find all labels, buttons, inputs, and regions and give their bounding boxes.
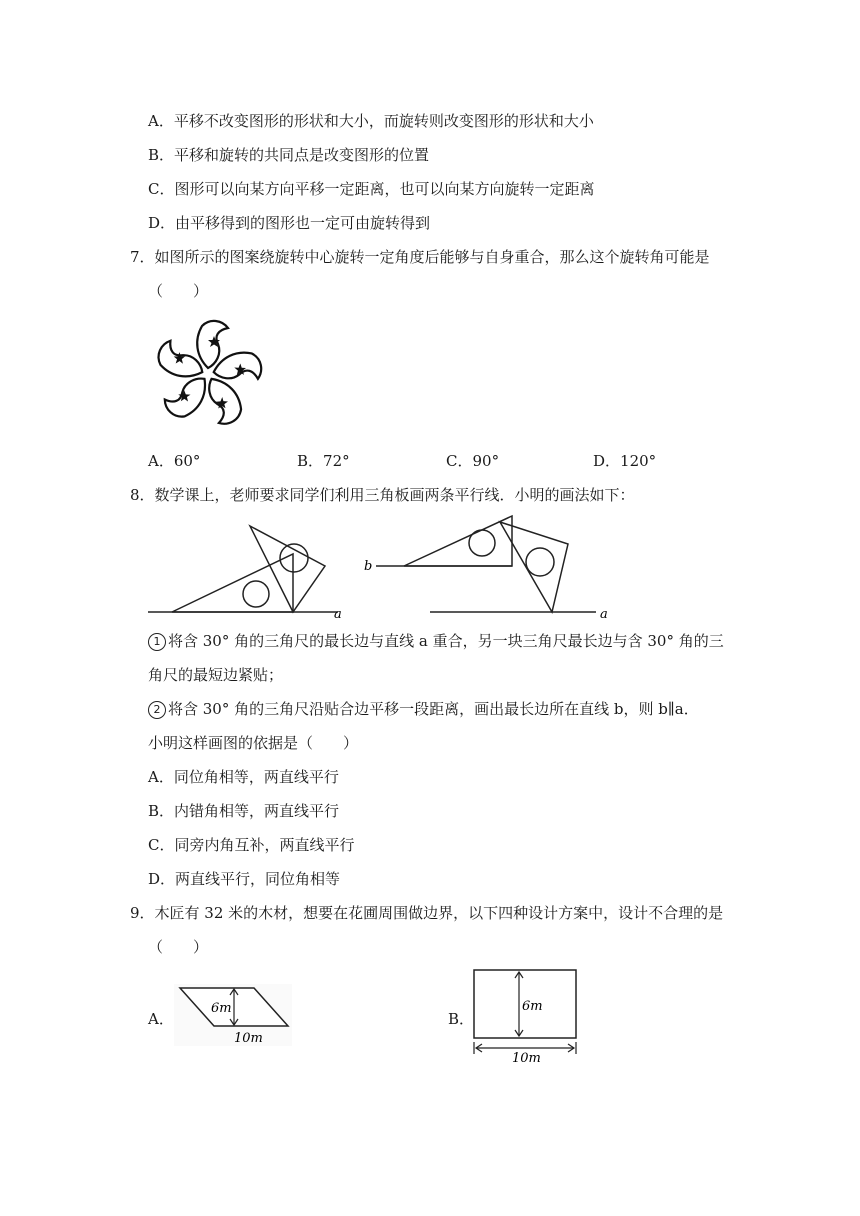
parallelogram-base-label: 10m (234, 1031, 263, 1046)
q8-question: 小明这样画图的依据是（ ） (148, 734, 359, 752)
q8-stem: 8．数学课上，老师要求同学们利用三角板画两条平行线．小明的画法如下： (130, 486, 635, 504)
q8-figure-2 (364, 508, 624, 622)
q6-option-b: B．平移和旋转的共同点是改变图形的位置 (148, 146, 430, 164)
q6-option-c: C．图形可以向某方向平移一定距离，也可以向某方向旋转一定距离 (148, 180, 595, 198)
q9-option-a-label: A． (148, 1010, 174, 1028)
q7-stem-blank: （ ） (148, 282, 209, 300)
rectangle-base-label: 10m (512, 1051, 541, 1066)
q6-option-d: D．由平移得到的图形也一定可由旋转得到 (148, 214, 431, 232)
q9-parallelogram-figure (174, 984, 294, 1050)
q9-stem: 9．木匠有 32 米的木材，想要在花圃周围做边界，以下四种设计方案中，设计不合理的是 (130, 904, 724, 922)
step-2-text: 将含 30° 角的三角尺沿贴合边平移一段距离，画出最长边所在直线 b，则 b∥a． (168, 700, 699, 718)
step-1-text: 将含 30° 角的三角尺的最长边与直线 a 重合，另一块三角尺最长边与含 30° 角的三 (168, 632, 724, 650)
q7-option-c: C．90° (446, 452, 500, 470)
line-a-label-2: a (600, 607, 608, 622)
q9-rectangle-figure (472, 968, 582, 1064)
parallelogram-height-label: 6m (211, 1001, 232, 1016)
q8-option-c: C．同旁内角互补，两直线平行 (148, 836, 355, 854)
bauhinia-flower-figure (148, 312, 268, 432)
q8-step-1 (148, 631, 724, 651)
q8-step-2 (148, 699, 699, 719)
q8-option-a: A．同位角相等，两直线平行 (148, 768, 339, 786)
q7-option-a: A．60° (148, 452, 201, 470)
rectangle-height-label: 6m (522, 999, 543, 1014)
line-a-label: a (334, 607, 342, 622)
q9-option-b-label: B． (448, 1010, 475, 1028)
q8-option-b: B．内错角相等，两直线平行 (148, 802, 340, 820)
q8-figure-1 (148, 508, 348, 622)
q7-option-d: D．120° (593, 452, 657, 470)
step-1-marker: 1 (148, 633, 166, 651)
line-b-label: b (364, 559, 373, 574)
q7-option-b: B．72° (297, 452, 350, 470)
q9-stem-blank: （ ） (148, 938, 209, 956)
q7-stem: 7．如图所示的图案绕旋转中心旋转一定角度后能够与自身重合，那么这个旋转角可能是 (130, 248, 710, 266)
q6-option-a: A．平移不改变图形的形状和大小，而旋转则改变图形的形状和大小 (148, 112, 594, 130)
q8-step-1-cont: 角尺的最短边紧贴； (148, 666, 284, 684)
step-2-marker: 2 (148, 701, 166, 719)
q8-option-d: D．两直线平行，同位角相等 (148, 870, 341, 888)
